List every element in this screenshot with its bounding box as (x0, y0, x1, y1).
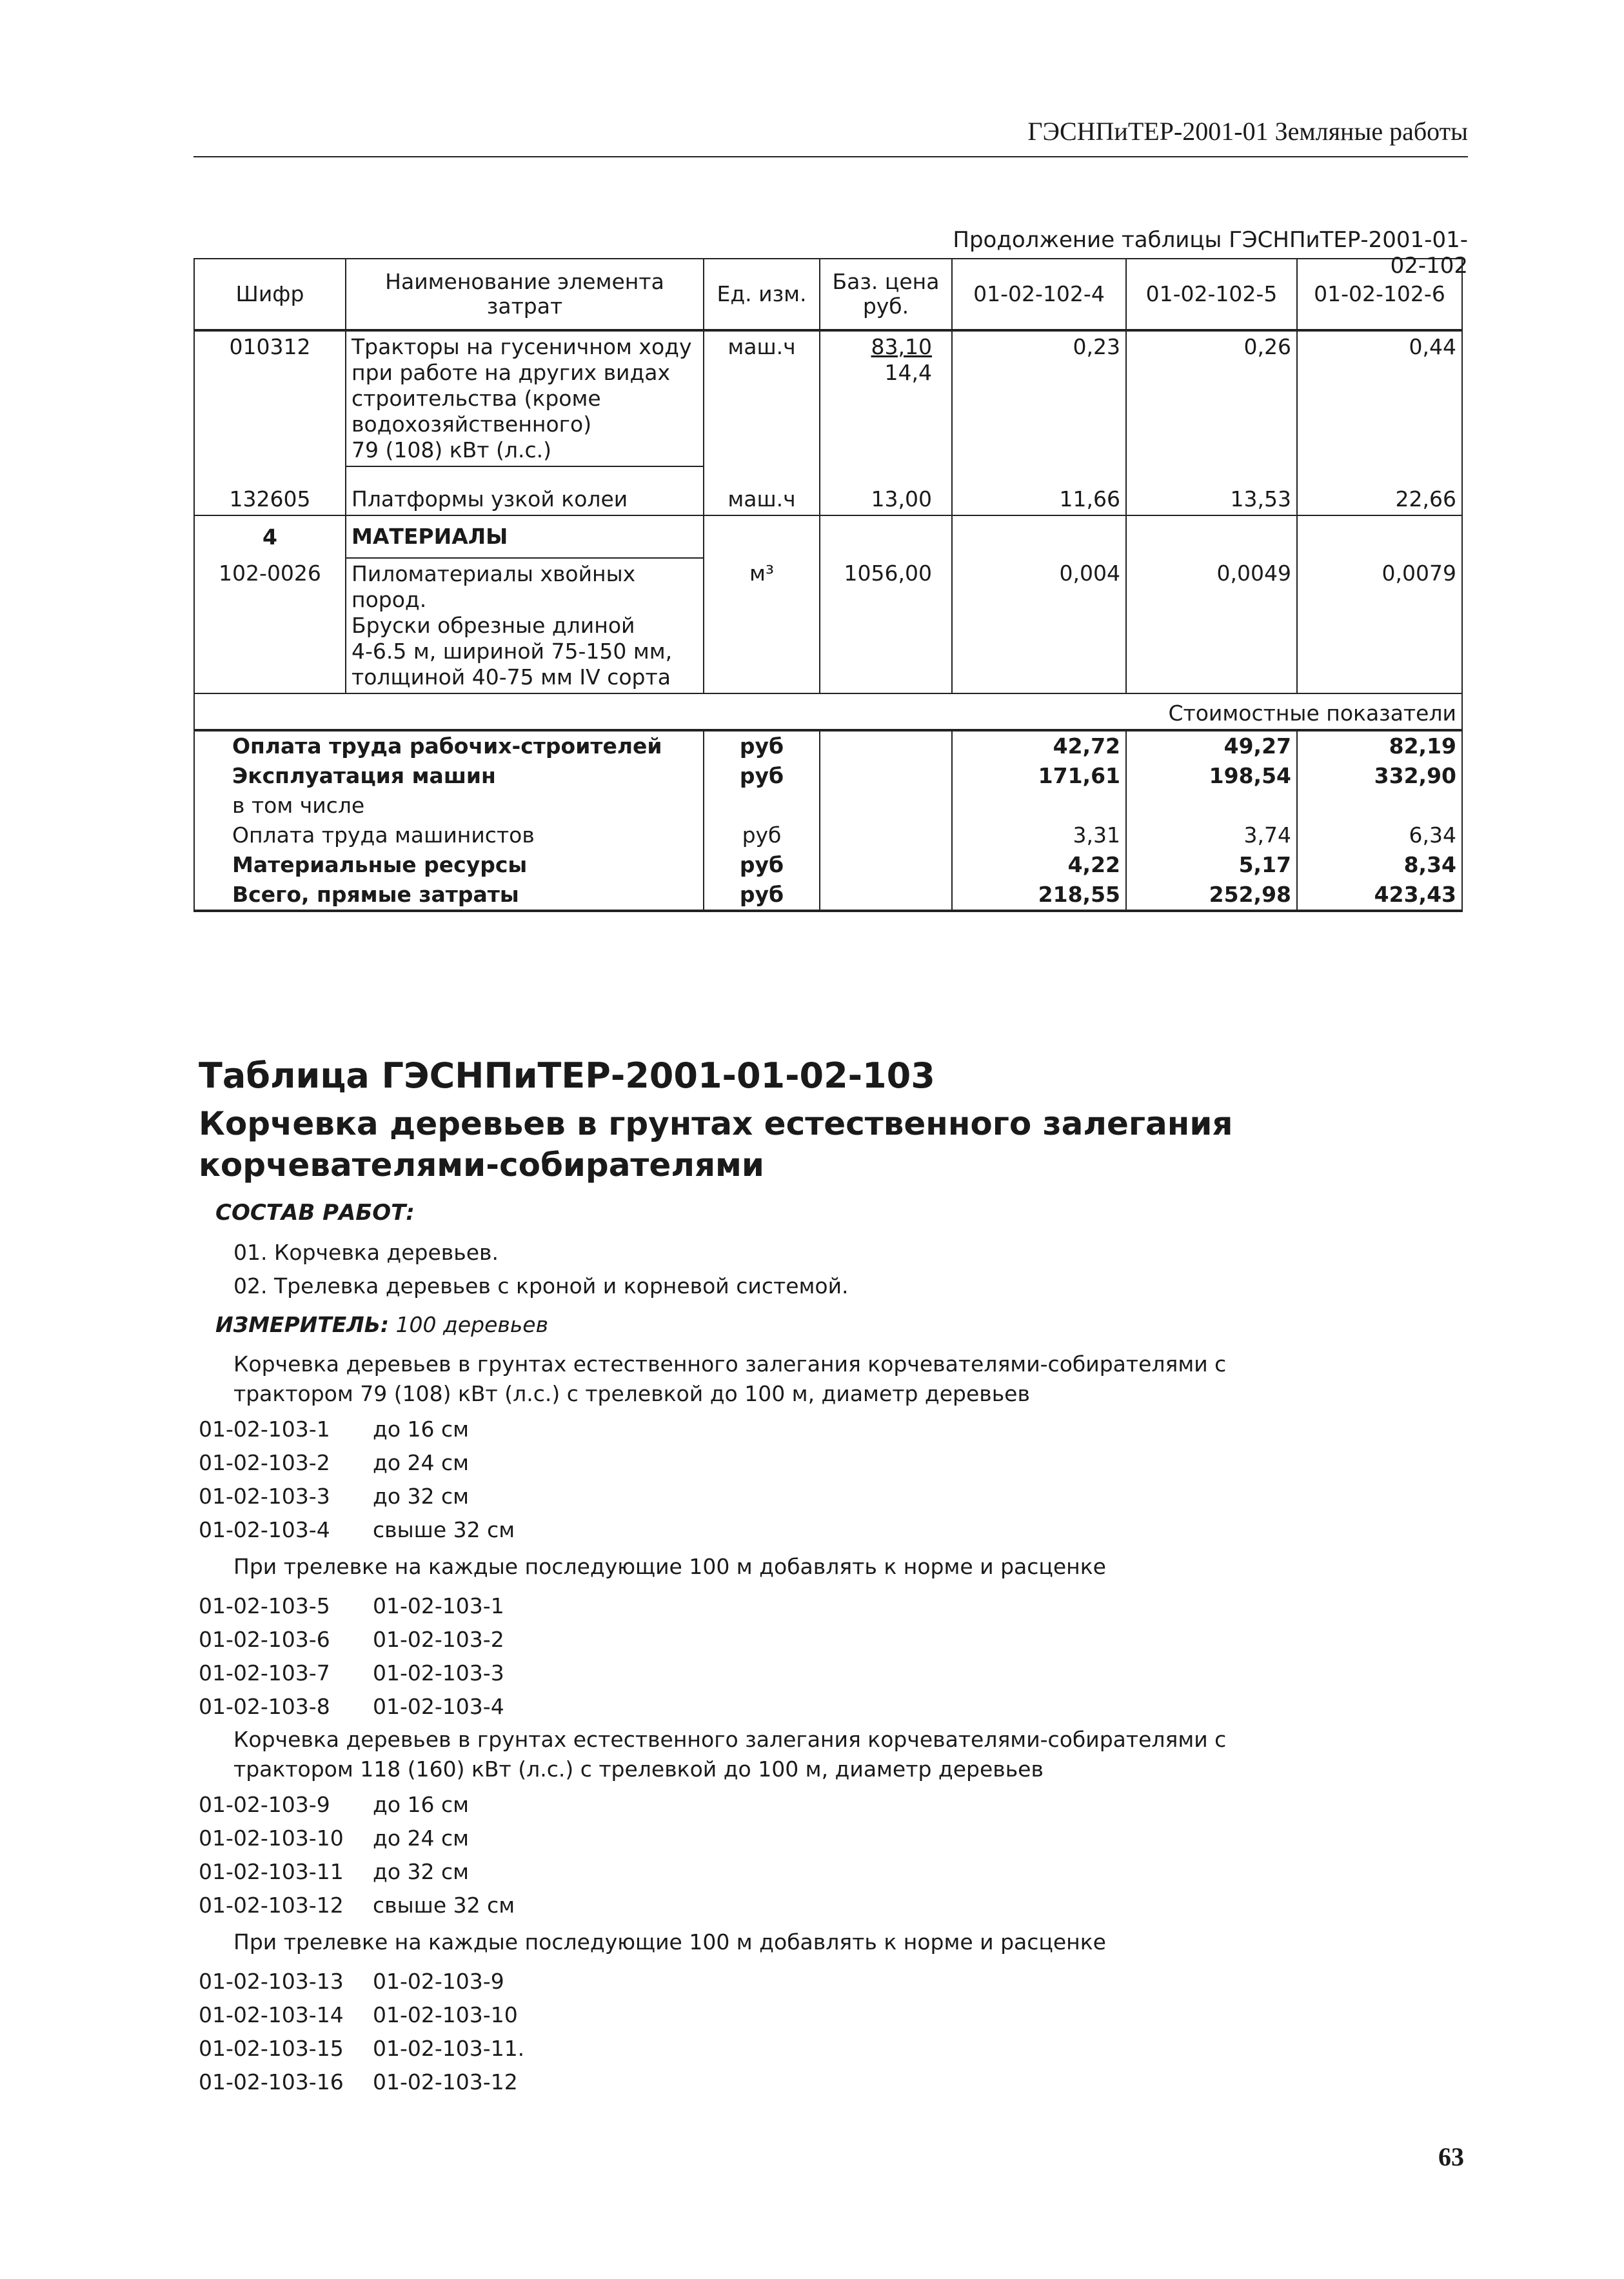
row-name-line: 4-6.5 м, шириной 75-150 мм, (352, 639, 673, 664)
header-col-3: 01-02-102-6 (1297, 259, 1462, 330)
summary-row (194, 850, 1462, 880)
code-row (199, 2002, 518, 2027)
row-price-main: 83,10 (871, 334, 932, 359)
code: 01-02-103-12 (199, 1893, 344, 1918)
summary-value-1: 42,72 (952, 730, 1126, 761)
running-header (193, 115, 1468, 157)
summary-value-2: 3,74 (1126, 821, 1297, 850)
summary-unit: руб (704, 821, 820, 850)
summary-value-3: 82,19 (1297, 730, 1462, 761)
row-value-3: 0,44 (1297, 330, 1462, 466)
row-code: 4 (194, 515, 346, 558)
empty-cell (952, 515, 1126, 558)
code: 01-02-103-16 (199, 2069, 344, 2095)
row-price (820, 330, 952, 466)
table-row (194, 558, 1462, 693)
code-row (199, 1859, 469, 1884)
empty-cell (820, 850, 952, 880)
row-unit: маш.ч (704, 466, 820, 515)
code: 01-02-103-15 (199, 2036, 344, 2061)
empty-cell (820, 791, 952, 821)
row-value-1: 0,23 (952, 330, 1126, 466)
row-value-3: 0,0079 (1297, 558, 1462, 693)
code: 01-02-103-11 (199, 1859, 344, 1884)
empty-cell (952, 791, 1126, 821)
code-text: до 16 см (373, 1792, 470, 1817)
group-description: Корчевка деревьев в грунтах естественного залегания корчевателями-собирателями с трактором 118 (160) кВт (л.с.) с трелевкой до 100 м, диаметр деревьев (233, 1727, 1227, 1782)
row-section-title: МАТЕРИАЛЫ (346, 515, 704, 558)
empty-cell (820, 730, 952, 761)
empty-cell (1126, 515, 1297, 558)
stoimost-row (194, 693, 1462, 730)
summary-label: Оплата труда машинистов (194, 821, 704, 850)
row-name-line: водохозяйственного) (352, 412, 592, 437)
izmeritel (215, 1312, 548, 1337)
code-text: 01-02-103-9 (373, 1969, 504, 1994)
code-text: 01-02-103-11. (373, 2036, 525, 2061)
code-row (199, 1627, 504, 1652)
header-price-line1: Баз. цена (832, 269, 940, 294)
summary-label: Эксплуатация машин (194, 761, 704, 791)
code: 01-02-103-3 (199, 1484, 330, 1509)
header-col-2: 01-02-102-5 (1126, 259, 1297, 330)
header-name: Наименование элемента затрат (346, 259, 704, 330)
code-row (199, 1893, 515, 1918)
summary-unit: руб (704, 850, 820, 880)
summary-value-2: 198,54 (1126, 761, 1297, 791)
summary-value-1: 171,61 (952, 761, 1126, 791)
code: 01-02-103-13 (199, 1969, 344, 1994)
header-price-line2: руб. (862, 294, 909, 319)
stoimost-label: Стоимостные показатели (952, 693, 1462, 730)
add-description: При трелевке на каждые последующие 100 м добавлять к норме и расценке (233, 1929, 1106, 1955)
empty-cell (194, 693, 952, 730)
row-name-line: толщиной 40-75 мм IV сорта (352, 664, 671, 690)
row-name (346, 330, 704, 466)
code-text: 01-02-103-3 (373, 1660, 504, 1686)
code-text: свыше 32 см (373, 1517, 515, 1542)
izmeritel-label: ИЗМЕРИТЕЛЬ: (215, 1312, 390, 1337)
row-name-line: 79 (108) кВт (л.с.) (352, 437, 551, 463)
code-row (199, 1826, 469, 1851)
header-col-1: 01-02-102-4 (952, 259, 1126, 330)
code-text: до 32 см (373, 1484, 470, 1509)
table-row (194, 466, 1462, 515)
code-row (199, 1694, 504, 1719)
row-code: 132605 (194, 466, 346, 515)
row-name-line: Тракторы на гусеничном ходу (352, 334, 692, 359)
summary-value-1: 218,55 (952, 880, 1126, 911)
row-value-1: 11,66 (952, 466, 1126, 515)
row-unit: маш.ч (704, 330, 820, 466)
code-text: 01-02-103-12 (373, 2069, 518, 2095)
row-name (346, 558, 704, 693)
code: 01-02-103-7 (199, 1660, 330, 1686)
table-row-section (194, 515, 1462, 558)
summary-value-3: 423,43 (1297, 880, 1462, 911)
empty-cell (704, 791, 820, 821)
summary-label: Всего, прямые затраты (194, 880, 704, 911)
code: 01-02-103-4 (199, 1517, 330, 1542)
summary-value-3: 8,34 (1297, 850, 1462, 880)
cost-table (193, 258, 1463, 912)
code: 01-02-103-10 (199, 1826, 344, 1851)
table-header-row (194, 259, 1462, 330)
header-price (820, 259, 952, 330)
summary-unit: руб (704, 730, 820, 761)
summary-value-1: 4,22 (952, 850, 1126, 880)
code-text: 01-02-103-4 (373, 1694, 504, 1719)
summary-row (194, 791, 1462, 821)
code-text: до 16 см (373, 1417, 470, 1442)
code: 01-02-103-2 (199, 1450, 330, 1475)
izmeritel-value: 100 деревьев (395, 1312, 549, 1337)
empty-cell (820, 821, 952, 850)
row-price: 1056,00 (820, 558, 952, 693)
row-name-line: Пиломатериалы хвойных пород. (352, 561, 636, 612)
summary-row (194, 880, 1462, 911)
summary-value-3: 332,90 (1297, 761, 1462, 791)
code-row (199, 1969, 504, 1994)
code-text: до 24 см (373, 1450, 470, 1475)
code-row (199, 1517, 515, 1542)
page-number: 63 (1438, 2142, 1464, 2171)
row-value-2: 13,53 (1126, 466, 1297, 515)
row-unit: м³ (704, 558, 820, 693)
empty-cell (1297, 515, 1462, 558)
empty-cell (704, 515, 820, 558)
code-row (199, 2069, 518, 2095)
code-text: 01-02-103-10 (373, 2002, 518, 2027)
code-row (199, 1593, 504, 1618)
work-item: 01. Корчевка деревьев. (233, 1240, 499, 1265)
summary-row (194, 761, 1462, 791)
add-description: При трелевке на каждые последующие 100 м добавлять к норме и расценке (233, 1554, 1106, 1579)
code-row (199, 1660, 504, 1686)
code: 01-02-103-6 (199, 1627, 330, 1652)
row-code: 010312 (194, 330, 346, 466)
code: 01-02-103-8 (199, 1694, 330, 1719)
code-text: до 32 см (373, 1859, 470, 1884)
code-row (199, 1792, 469, 1817)
row-price-sub: 14,4 (884, 360, 932, 385)
row-name-line: строительства (кроме (352, 386, 601, 411)
row-value-2: 0,0049 (1126, 558, 1297, 693)
empty-cell (1126, 791, 1297, 821)
summary-label: в том числе (194, 791, 704, 821)
summary-row (194, 821, 1462, 850)
code-text: до 24 см (373, 1826, 470, 1851)
running-head-text: ГЭСНПиТЕР-2001-01 Земляные работы (1027, 117, 1468, 146)
group-description: Корчевка деревьев в грунтах естественного залегания корчевателями-собирателями с трактором 79 (108) кВт (л.с.) с трелевкой до 100 м, диаметр деревьев (233, 1351, 1227, 1406)
row-value-2: 0,26 (1126, 330, 1297, 466)
code-text: 01-02-103-1 (373, 1593, 504, 1618)
header-unit: Ед. изм. (704, 259, 820, 330)
table-continuation-caption: Продолжение таблицы ГЭСНПиТЕР-2001-01-02-102 (953, 227, 1468, 279)
empty-cell (820, 880, 952, 911)
table-subtitle: Корчевка деревьев в грунтах естественного залегания корчевателями-собирателями (199, 1105, 1233, 1184)
summary-value-2: 252,98 (1126, 880, 1297, 911)
code-row (199, 1450, 469, 1475)
code: 01-02-103-9 (199, 1792, 330, 1817)
row-price: 13,00 (820, 466, 952, 515)
row-name-line: Бруски обрезные длиной (352, 613, 635, 638)
table-row (194, 330, 1462, 466)
code-row (199, 2036, 524, 2061)
code-text: 01-02-103-2 (373, 1627, 504, 1652)
summary-label: Материальные ресурсы (194, 850, 704, 880)
row-name: Платформы узкой колеи (346, 466, 704, 515)
table-title: Таблица ГЭСНПиТЕР-2001-01-02-103 (199, 1055, 935, 1096)
sostav-label: СОСТАВ РАБОТ: (215, 1200, 415, 1226)
summary-value-3: 6,34 (1297, 821, 1462, 850)
row-code: 102-0026 (194, 558, 346, 693)
summary-value-2: 49,27 (1126, 730, 1297, 761)
summary-row (194, 730, 1462, 761)
row-value-1: 0,004 (952, 558, 1126, 693)
code: 01-02-103-5 (199, 1593, 330, 1618)
row-name-line: при работе на других видах (352, 360, 671, 385)
empty-cell (1297, 791, 1462, 821)
summary-label: Оплата труда рабочих-строителей (194, 730, 704, 761)
empty-cell (820, 515, 952, 558)
code: 01-02-103-14 (199, 2002, 344, 2027)
row-value-3: 22,66 (1297, 466, 1462, 515)
summary-value-2: 5,17 (1126, 850, 1297, 880)
code-row (199, 1417, 469, 1442)
empty-cell (820, 761, 952, 791)
header-code: Шифр (194, 259, 346, 330)
work-item: 02. Трелевка деревьев с кроной и корневой системой. (233, 1273, 849, 1299)
summary-unit: руб (704, 880, 820, 911)
summary-value-1: 3,31 (952, 821, 1126, 850)
code-row (199, 1484, 469, 1509)
code: 01-02-103-1 (199, 1417, 330, 1442)
code-text: свыше 32 см (373, 1893, 515, 1918)
summary-unit: руб (704, 761, 820, 791)
